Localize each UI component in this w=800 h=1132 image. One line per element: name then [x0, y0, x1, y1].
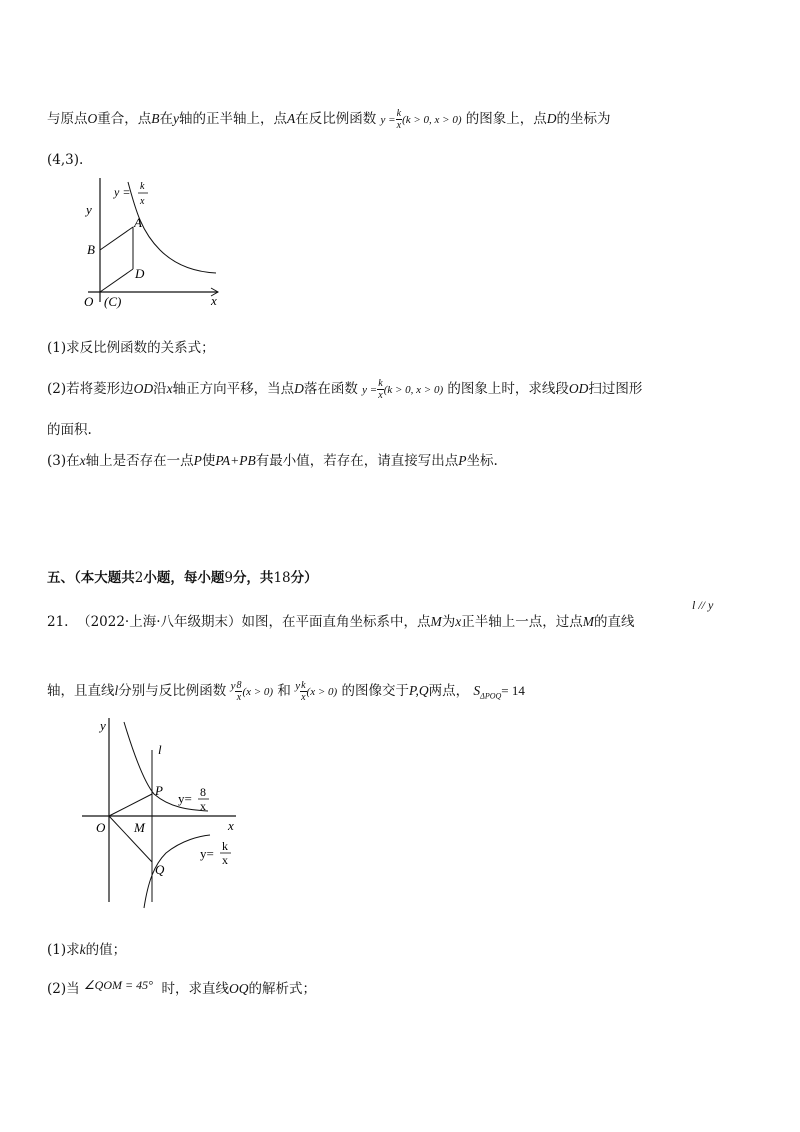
point-D: D: [294, 381, 304, 396]
text: 坐标.: [466, 453, 498, 469]
text: 轴正方向平移，当点: [172, 381, 295, 397]
var-x: x: [79, 453, 86, 468]
points-PQ: P,Q: [408, 683, 429, 698]
frac-num: 8: [236, 680, 242, 691]
text: 轴，且直线: [47, 683, 115, 699]
parallel-notation: l // y: [692, 598, 714, 612]
text: 重合，点: [97, 111, 152, 127]
fig1-eq-den: x: [140, 196, 145, 207]
area-S: S: [473, 683, 481, 698]
line-OQ: OQ: [229, 981, 249, 996]
text: 的值；: [85, 942, 127, 958]
fig2-label-x: x: [228, 818, 234, 833]
point-M: M: [582, 614, 595, 629]
var-x: x: [455, 614, 462, 629]
func-cond: (k > 0, x > 0): [383, 384, 444, 396]
text: 时，求直线: [161, 981, 229, 997]
text: 有最小值，若存在，请直接写出点: [255, 453, 459, 469]
text: 轴的正半轴上，点: [179, 111, 287, 127]
number: 2: [134, 570, 144, 586]
fig2-label-P: P: [155, 783, 163, 798]
fig1-label-B: B: [87, 242, 95, 257]
intro-line-1: [47, 108, 611, 131]
line-l: l: [114, 683, 119, 698]
point-M: M: [430, 614, 442, 629]
point-P: P: [193, 453, 202, 468]
text: 在: [159, 111, 173, 127]
question-21-2: [47, 975, 316, 999]
var-x: x: [166, 381, 173, 396]
frac-num: k: [301, 680, 306, 691]
text: 两点，: [428, 683, 470, 699]
frac-den: x: [378, 390, 383, 401]
coordinate: (4,3): [47, 152, 80, 168]
problem-number: 21.: [47, 614, 69, 630]
text: (2)当: [47, 981, 80, 997]
func1-y: y: [230, 680, 236, 692]
func1-cond: (x > 0): [242, 686, 274, 698]
intro-line-2: [47, 150, 83, 170]
figure-1: [70, 172, 230, 314]
text: 和: [277, 683, 291, 699]
fig2-segment-OQ: [109, 816, 152, 862]
text: (3)在: [47, 453, 80, 469]
func2-cond: (x > 0): [306, 686, 338, 698]
text: (2)若将菱形边: [47, 381, 134, 397]
fig1-label-A: A: [134, 215, 142, 230]
text: 正半轴上一点，过点: [461, 614, 583, 630]
fig1-eq-num: k: [140, 181, 145, 192]
fig2-label-Q: Q: [155, 862, 165, 877]
number: 9: [224, 570, 233, 586]
point-B: B: [151, 111, 160, 126]
question-3: [47, 451, 498, 471]
func-lhs: y =: [362, 384, 378, 396]
fig2-eq2-num: k: [222, 839, 228, 853]
text: 沿: [153, 381, 167, 397]
text: 的图像交于: [341, 683, 409, 699]
text: 使: [201, 453, 216, 469]
text: 分）: [290, 570, 318, 586]
text: 落在函数: [303, 381, 358, 397]
angle-expression: ∠QOM = 45°: [83, 978, 153, 992]
fig2-eq1-num: 8: [200, 785, 206, 799]
fig2-eq1-lhs: y=: [178, 791, 192, 806]
text: 五、（本大题共: [47, 570, 135, 586]
question-2-line-1: [47, 378, 642, 401]
frac-num: k: [378, 378, 383, 389]
frac-den: x: [301, 692, 306, 703]
point-O: O: [87, 111, 98, 126]
var-k: k: [79, 942, 86, 957]
section-header: [47, 568, 318, 588]
var-y: y: [173, 111, 179, 126]
segment-OD: OD: [568, 381, 589, 396]
fig2-curve-8x: [124, 722, 208, 811]
text: 的解析式；: [248, 981, 316, 997]
number: 18: [273, 570, 291, 586]
func2-y: y: [295, 680, 301, 692]
fig2-segment-OP: [109, 794, 152, 816]
text: 的图象上时，求线段: [447, 381, 569, 397]
fig1-edge-OD: [100, 269, 133, 292]
fig2-eq1-den: x: [200, 799, 206, 813]
area-value: = 14: [501, 683, 525, 698]
problem-21-line-2: [47, 676, 525, 707]
text: 分别与反比例函数: [118, 683, 227, 699]
question-21-1: [47, 940, 126, 960]
text: 的坐标为: [556, 111, 611, 127]
segment-OD: OD: [133, 381, 154, 396]
text: 轴上是否存在一点: [85, 453, 194, 469]
func-cond: (k > 0, x > 0): [402, 114, 462, 126]
fig1-label-x: x: [211, 293, 217, 308]
expression: PA+PB: [215, 453, 256, 468]
fig2-label-O: O: [96, 820, 106, 835]
fig2-eq2-lhs: y=: [200, 846, 214, 861]
text: 的直线: [594, 614, 635, 630]
fig1-label-D: D: [135, 266, 145, 281]
period: .: [79, 152, 84, 168]
frac-den: x: [396, 120, 402, 131]
figure-2: [78, 710, 258, 910]
func-lhs: y =: [380, 114, 396, 126]
text: 小题，每小题: [143, 570, 225, 586]
text: 分，共: [232, 570, 274, 586]
fig1-eq-lhs: y =: [114, 185, 131, 199]
question-1: (1)求反比例函数的关系式；: [47, 340, 215, 356]
area-subscript: ΔPOQ: [480, 691, 502, 701]
frac-den: x: [236, 692, 242, 703]
fig2-label-l: l: [158, 742, 162, 757]
text: (1)求: [47, 942, 80, 958]
point-A: A: [287, 111, 296, 126]
fig2-label-y: y: [100, 718, 106, 733]
fig2-label-M: M: [134, 820, 145, 835]
fig2-eq2-den: x: [222, 853, 228, 867]
text: 与原点: [47, 111, 88, 127]
question-2-line-2: 的面积.: [47, 422, 92, 438]
text: 扫过图形: [588, 381, 643, 397]
text: 在反比例函数: [295, 111, 377, 127]
text: 为: [441, 614, 456, 630]
point-P: P: [458, 453, 467, 468]
fig1-label-y: y: [86, 202, 92, 217]
text: （2022·上海·八年级期末）如图，在平面直角坐标系中，点: [77, 614, 431, 630]
problem-21-line-1: [47, 612, 635, 632]
fig1-label-O: O: [84, 294, 94, 309]
text: 的图象上，点: [465, 111, 547, 127]
fig1-edge-BA: [100, 227, 133, 250]
frac-num: k: [396, 108, 402, 119]
fig1-label-C: (C): [104, 294, 122, 309]
point-D: D: [546, 111, 557, 126]
